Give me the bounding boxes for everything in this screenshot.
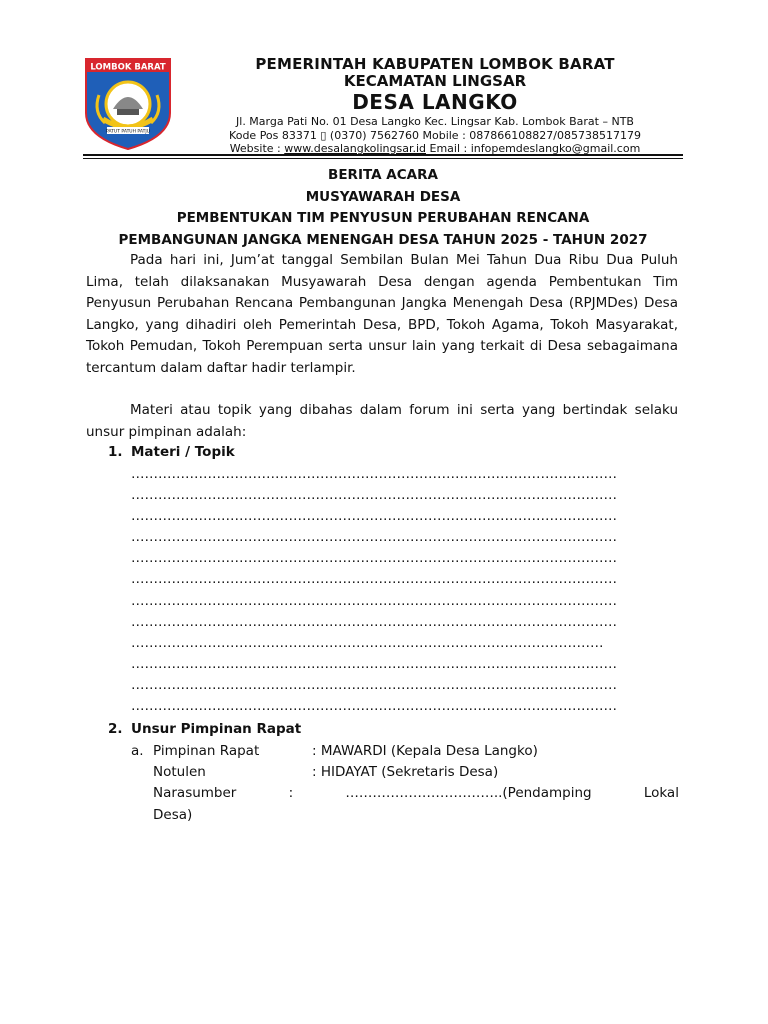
dotted-line: ………………………………………………………………………………………………	[131, 676, 617, 693]
narasumber-row	[153, 783, 679, 826]
list-marker: a.	[131, 743, 144, 759]
row-label: Narasumber	[153, 785, 237, 801]
website-label: Website :	[229, 142, 285, 155]
email-text: Email : infopemdeslangko@gmail.com	[426, 142, 641, 155]
dotted-line: ………………………………………………………………………………………………	[131, 592, 617, 609]
dotted-line: ………………………………………………………………………………………………	[131, 698, 617, 715]
row-colon: :	[288, 785, 294, 801]
letterhead	[185, 56, 685, 156]
section-number: 1.	[108, 444, 123, 460]
regency-emblem-logo	[83, 57, 173, 151]
gov-line-1: PEMERINTAH KABUPATEN LOMBOK BARAT	[255, 55, 615, 73]
dotted-line: ………………………………………………………………………………………………	[131, 487, 617, 504]
row-value-lokal: Lokal	[643, 785, 679, 801]
row-value: : MAWARDI (Kepala Desa Langko)	[312, 743, 538, 759]
dotted-line: ………………………………………………………………………………………………	[131, 613, 617, 630]
row-value: : HIDAYAT (Sekretaris Desa)	[312, 764, 499, 780]
dotted-line: ………………………………………………………………………………………………	[131, 466, 617, 482]
title-line-1: BERITA ACARA	[328, 167, 438, 183]
section-number: 2.	[108, 721, 123, 737]
dotted-line: ………………………………………………………………………………………………	[131, 529, 617, 546]
notulen-row	[153, 762, 498, 784]
title-line-3: PEMBENTUKAN TIM PENYUSUN PERUBAHAN RENCANA	[176, 210, 590, 226]
dotted-line: ……………………………………………………………………………………………	[131, 634, 604, 651]
dotted-line: ………………………………………………………………………………………………	[131, 655, 617, 672]
dotted-line: ………………………………………………………………………………………………	[131, 550, 617, 567]
section-title: Unsur Pimpinan Rapat	[131, 721, 302, 737]
title-line-4: PEMBANGUNAN JANGKA MENENGAH DESA TAHUN 2025 - TAHUN 2027	[118, 231, 648, 248]
logo-motto: PATUT PATUH PATJU	[106, 129, 150, 135]
pimpinan-rapat-row	[131, 741, 538, 763]
village-name: DESA LANGKO	[352, 90, 518, 114]
gov-line-2: KECAMATAN LINGSAR	[343, 72, 527, 90]
dotted-line: ………………………………………………………………………………………………	[131, 571, 617, 588]
section-pimpinan-heading	[108, 719, 301, 741]
address-line-1: Jl. Marga Pati No. 01 Desa Langko Kec. Lingsar Kab. Lombok Barat – NTB	[236, 115, 634, 128]
logo-text: LOMBOK BARAT	[90, 62, 166, 73]
topic-intro-paragraph: Materi atau topik yang dibahas dalam forum ini serta yang bertindak selaku unsur pimpinan adalah:	[86, 402, 678, 440]
section-title: Materi / Topik	[131, 444, 235, 460]
header-rule-thick	[83, 154, 683, 156]
address-line-2: Kode Pos 83371 ▯ (0370) 7562760 Mobile : 087866108827/085738517179	[229, 128, 641, 142]
row-value-continued: Desa)	[153, 806, 193, 823]
website-link[interactable]: www.desalangkolingsar.id	[284, 142, 426, 155]
header-rule-thin	[83, 158, 683, 159]
section-materi-heading	[108, 442, 235, 464]
row-value: ……………………………..(Pendamping	[345, 785, 592, 801]
document-titles	[83, 165, 683, 251]
opening-paragraph: Pada hari ini, Jum’at tanggal Sembilan Bulan Mei Tahun Dua Ribu Dua Puluh Lima, telah dilaksanakan Musyawarah Desa dengan agenda Pembentukan Tim Penyusun Perubahan Rencana Pembangunan Jangka Menengah Desa (RPJMDes) Desa Langko, yang dihadiri oleh Pemerintah Desa, BPD, Tokoh Agama, Tokoh Masyarakat, Tokoh Pemudan, Tokoh Perempuan serta unsur lain yang terkait di Desa sebagaimana tercantum dalam daftar hadir terlampir.	[86, 252, 678, 376]
row-label: Pimpinan Rapat	[153, 743, 260, 759]
materi-dotted-lines	[131, 464, 679, 717]
title-line-2: MUSYAWARAH DESA	[305, 188, 461, 205]
dotted-line: ………………………………………………………………………………………………	[131, 508, 617, 525]
row-label: Notulen	[153, 764, 206, 780]
